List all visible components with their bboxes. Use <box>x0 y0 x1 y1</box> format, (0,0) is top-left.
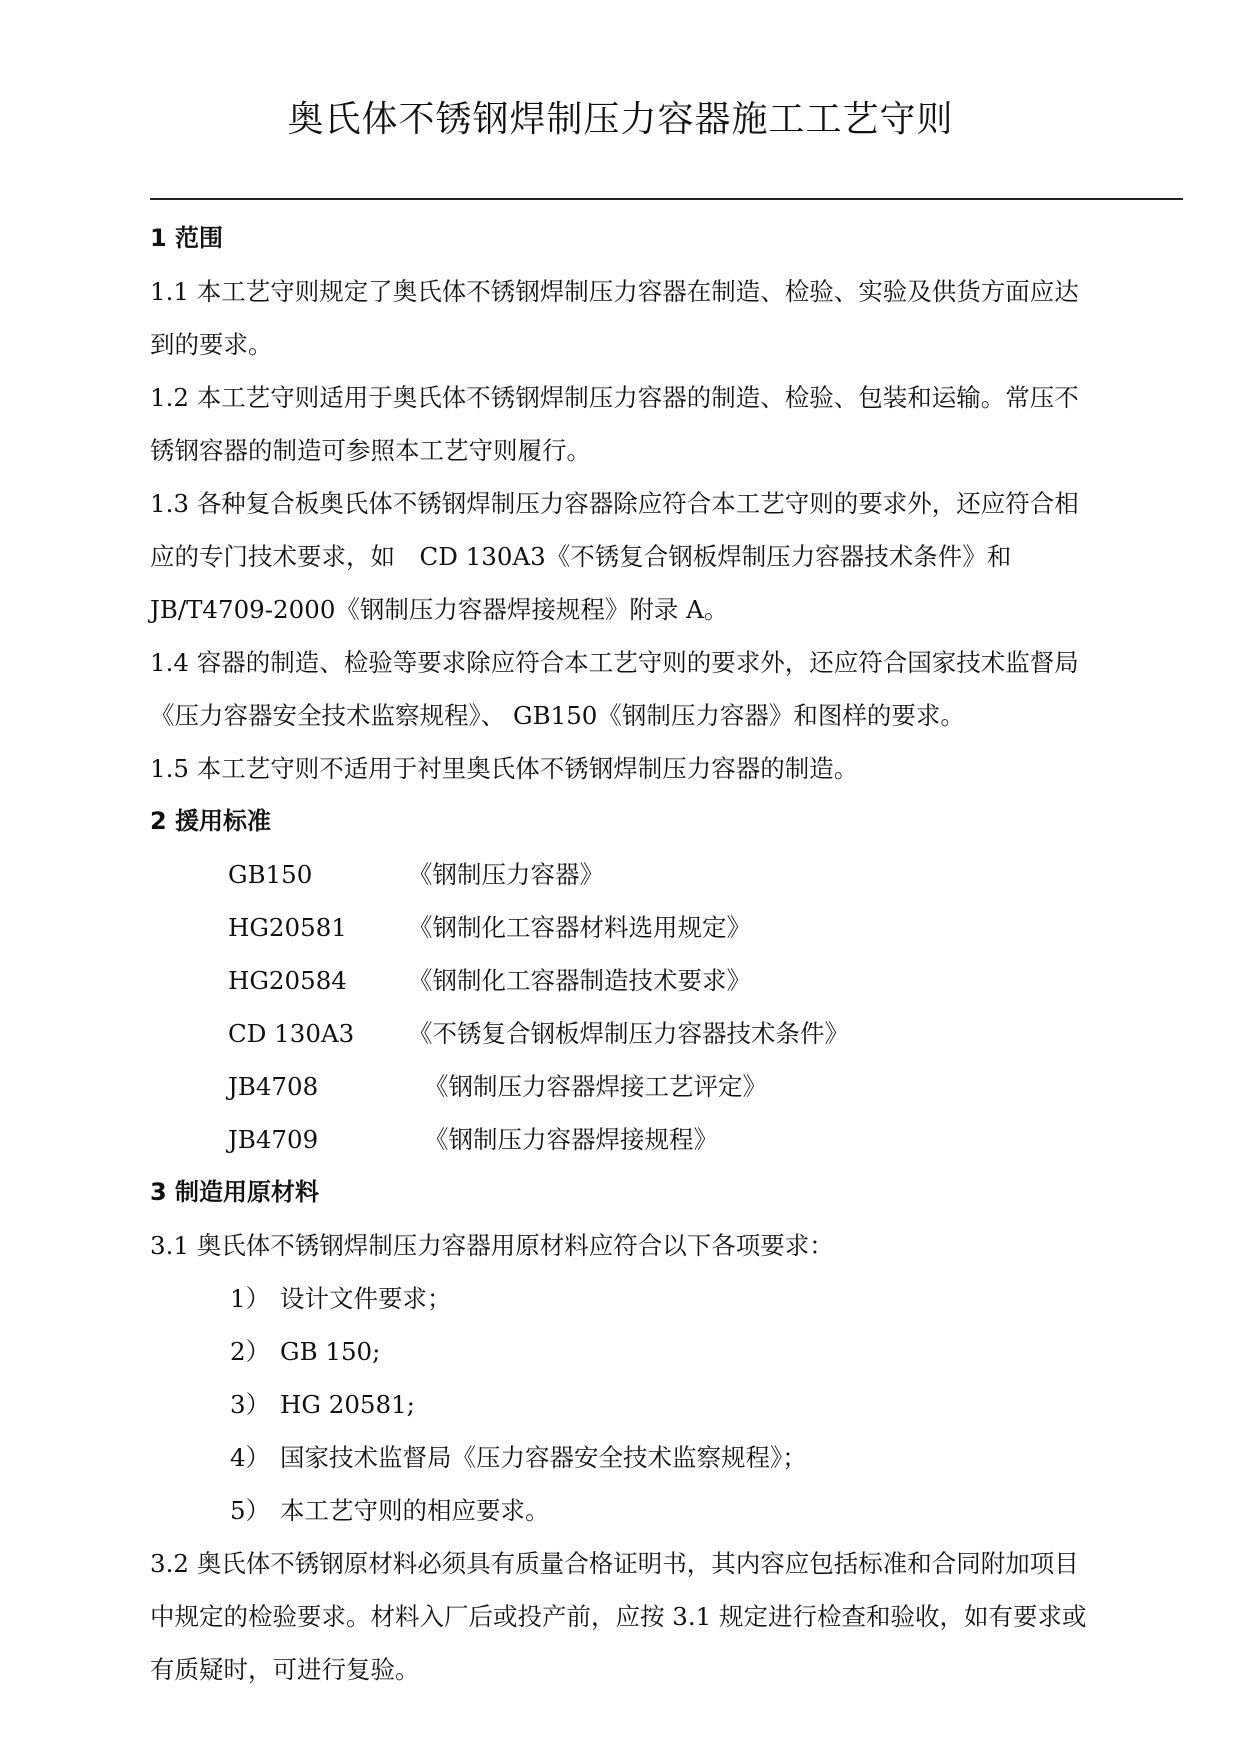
list-item-number: 4） <box>230 1443 271 1472</box>
paragraph-line: 3.2 奥氏体不锈钢原材料必须具有质量合格证明书，其内容应包括标准和合同附加项目 <box>150 1549 1079 1578</box>
standard-name: 《钢制压力容器》 <box>408 860 604 889</box>
standard-row <box>150 848 1185 901</box>
standard-code: HG20584 <box>228 966 347 995</box>
standard-row <box>150 1007 1185 1060</box>
list-item <box>150 1431 1185 1484</box>
standard-name: 《钢制化工容器材料选用规定》 <box>408 913 751 942</box>
paragraph-line: 锈钢容器的制造可参照本工艺守则履行。 <box>150 436 591 465</box>
list-item <box>150 1325 1185 1378</box>
standard-code: HG20581 <box>228 913 347 942</box>
paragraph-line: 1.4 容器的制造、检验等要求除应符合本工艺守则的要求外，还应符合国家技术监督局 <box>150 648 1079 677</box>
paragraph-line: 1.2 本工艺守则适用于奥氏体不锈钢焊制压力容器的制造、检验、包装和运输。常压不 <box>150 383 1079 412</box>
paragraph-line: 应的专门技术要求，如 CD 130A3《不锈复合钢板焊制压力容器技术条件》和 <box>150 542 1012 571</box>
standard-row <box>150 1060 1185 1113</box>
standard-code: GB150 <box>228 860 313 889</box>
paragraph-line: 有质疑时，可进行复验。 <box>150 1655 420 1684</box>
list-item <box>150 1484 1185 1537</box>
list-item-number: 5） <box>230 1496 271 1525</box>
list-item <box>150 1378 1185 1431</box>
standard-name: 《不锈复合钢板焊制压力容器技术条件》 <box>408 1019 849 1048</box>
document-title: 奥氏体不锈钢焊制压力容器施工工艺守则 <box>287 99 954 140</box>
standard-row <box>150 901 1185 954</box>
list-item-text: HG 20581; <box>280 1390 415 1419</box>
section-heading-materials: 3 制造用原材料 <box>150 1178 320 1206</box>
standard-name: 《钢制压力容器焊接规程》 <box>424 1125 718 1154</box>
list-item-number: 1） <box>230 1284 271 1313</box>
list-item-text: GB 150; <box>280 1337 381 1366</box>
paragraph-line: 到的要求。 <box>150 330 273 359</box>
section-heading-scope: 1 范围 <box>150 224 224 252</box>
list-item-number: 3） <box>230 1390 271 1419</box>
list-item-text: 设计文件要求； <box>280 1284 452 1313</box>
standard-row <box>150 954 1185 1007</box>
list-item-number: 2） <box>230 1337 271 1366</box>
list-item <box>150 1272 1185 1325</box>
paragraph-line: 中规定的检验要求。材料入厂后或投产前，应按 3.1 规定进行检查和验收，如有要求或 <box>150 1602 1087 1631</box>
section-heading-standards: 2 援用标准 <box>150 807 272 835</box>
paragraph-line: 《压力容器安全技术监察规程》、 GB150《钢制压力容器》和图样的要求。 <box>150 701 965 730</box>
document-body <box>150 212 1185 1696</box>
list-item-text: 本工艺守则的相应要求。 <box>280 1496 550 1525</box>
paragraph-line: 1.1 本工艺守则规定了奥氏体不锈钢焊制压力容器在制造、检验、实验及供货方面应达 <box>150 277 1079 306</box>
standard-code: JB4708 <box>228 1072 319 1101</box>
list-item-text: 国家技术监督局《压力容器安全技术监察规程》； <box>280 1443 807 1472</box>
paragraph-line: JB/T4709-2000《钢制压力容器焊接规程》附录 A。 <box>150 595 729 624</box>
paragraph-line: 1.5 本工艺守则不适用于衬里奥氏体不锈钢焊制压力容器的制造。 <box>150 754 859 783</box>
paragraph-line: 3.1 奥氏体不锈钢焊制压力容器用原材料应符合以下各项要求： <box>150 1231 834 1260</box>
standard-code: JB4709 <box>228 1125 319 1154</box>
standard-code: CD 130A3 <box>228 1019 355 1048</box>
standard-row <box>150 1113 1185 1166</box>
standard-name: 《钢制压力容器焊接工艺评定》 <box>424 1072 767 1101</box>
standard-name: 《钢制化工容器制造技术要求》 <box>408 966 751 995</box>
paragraph-line: 1.3 各种复合板奥氏体不锈钢焊制压力容器除应符合本工艺守则的要求外，还应符合相 <box>150 489 1079 518</box>
title-divider <box>150 198 1183 200</box>
